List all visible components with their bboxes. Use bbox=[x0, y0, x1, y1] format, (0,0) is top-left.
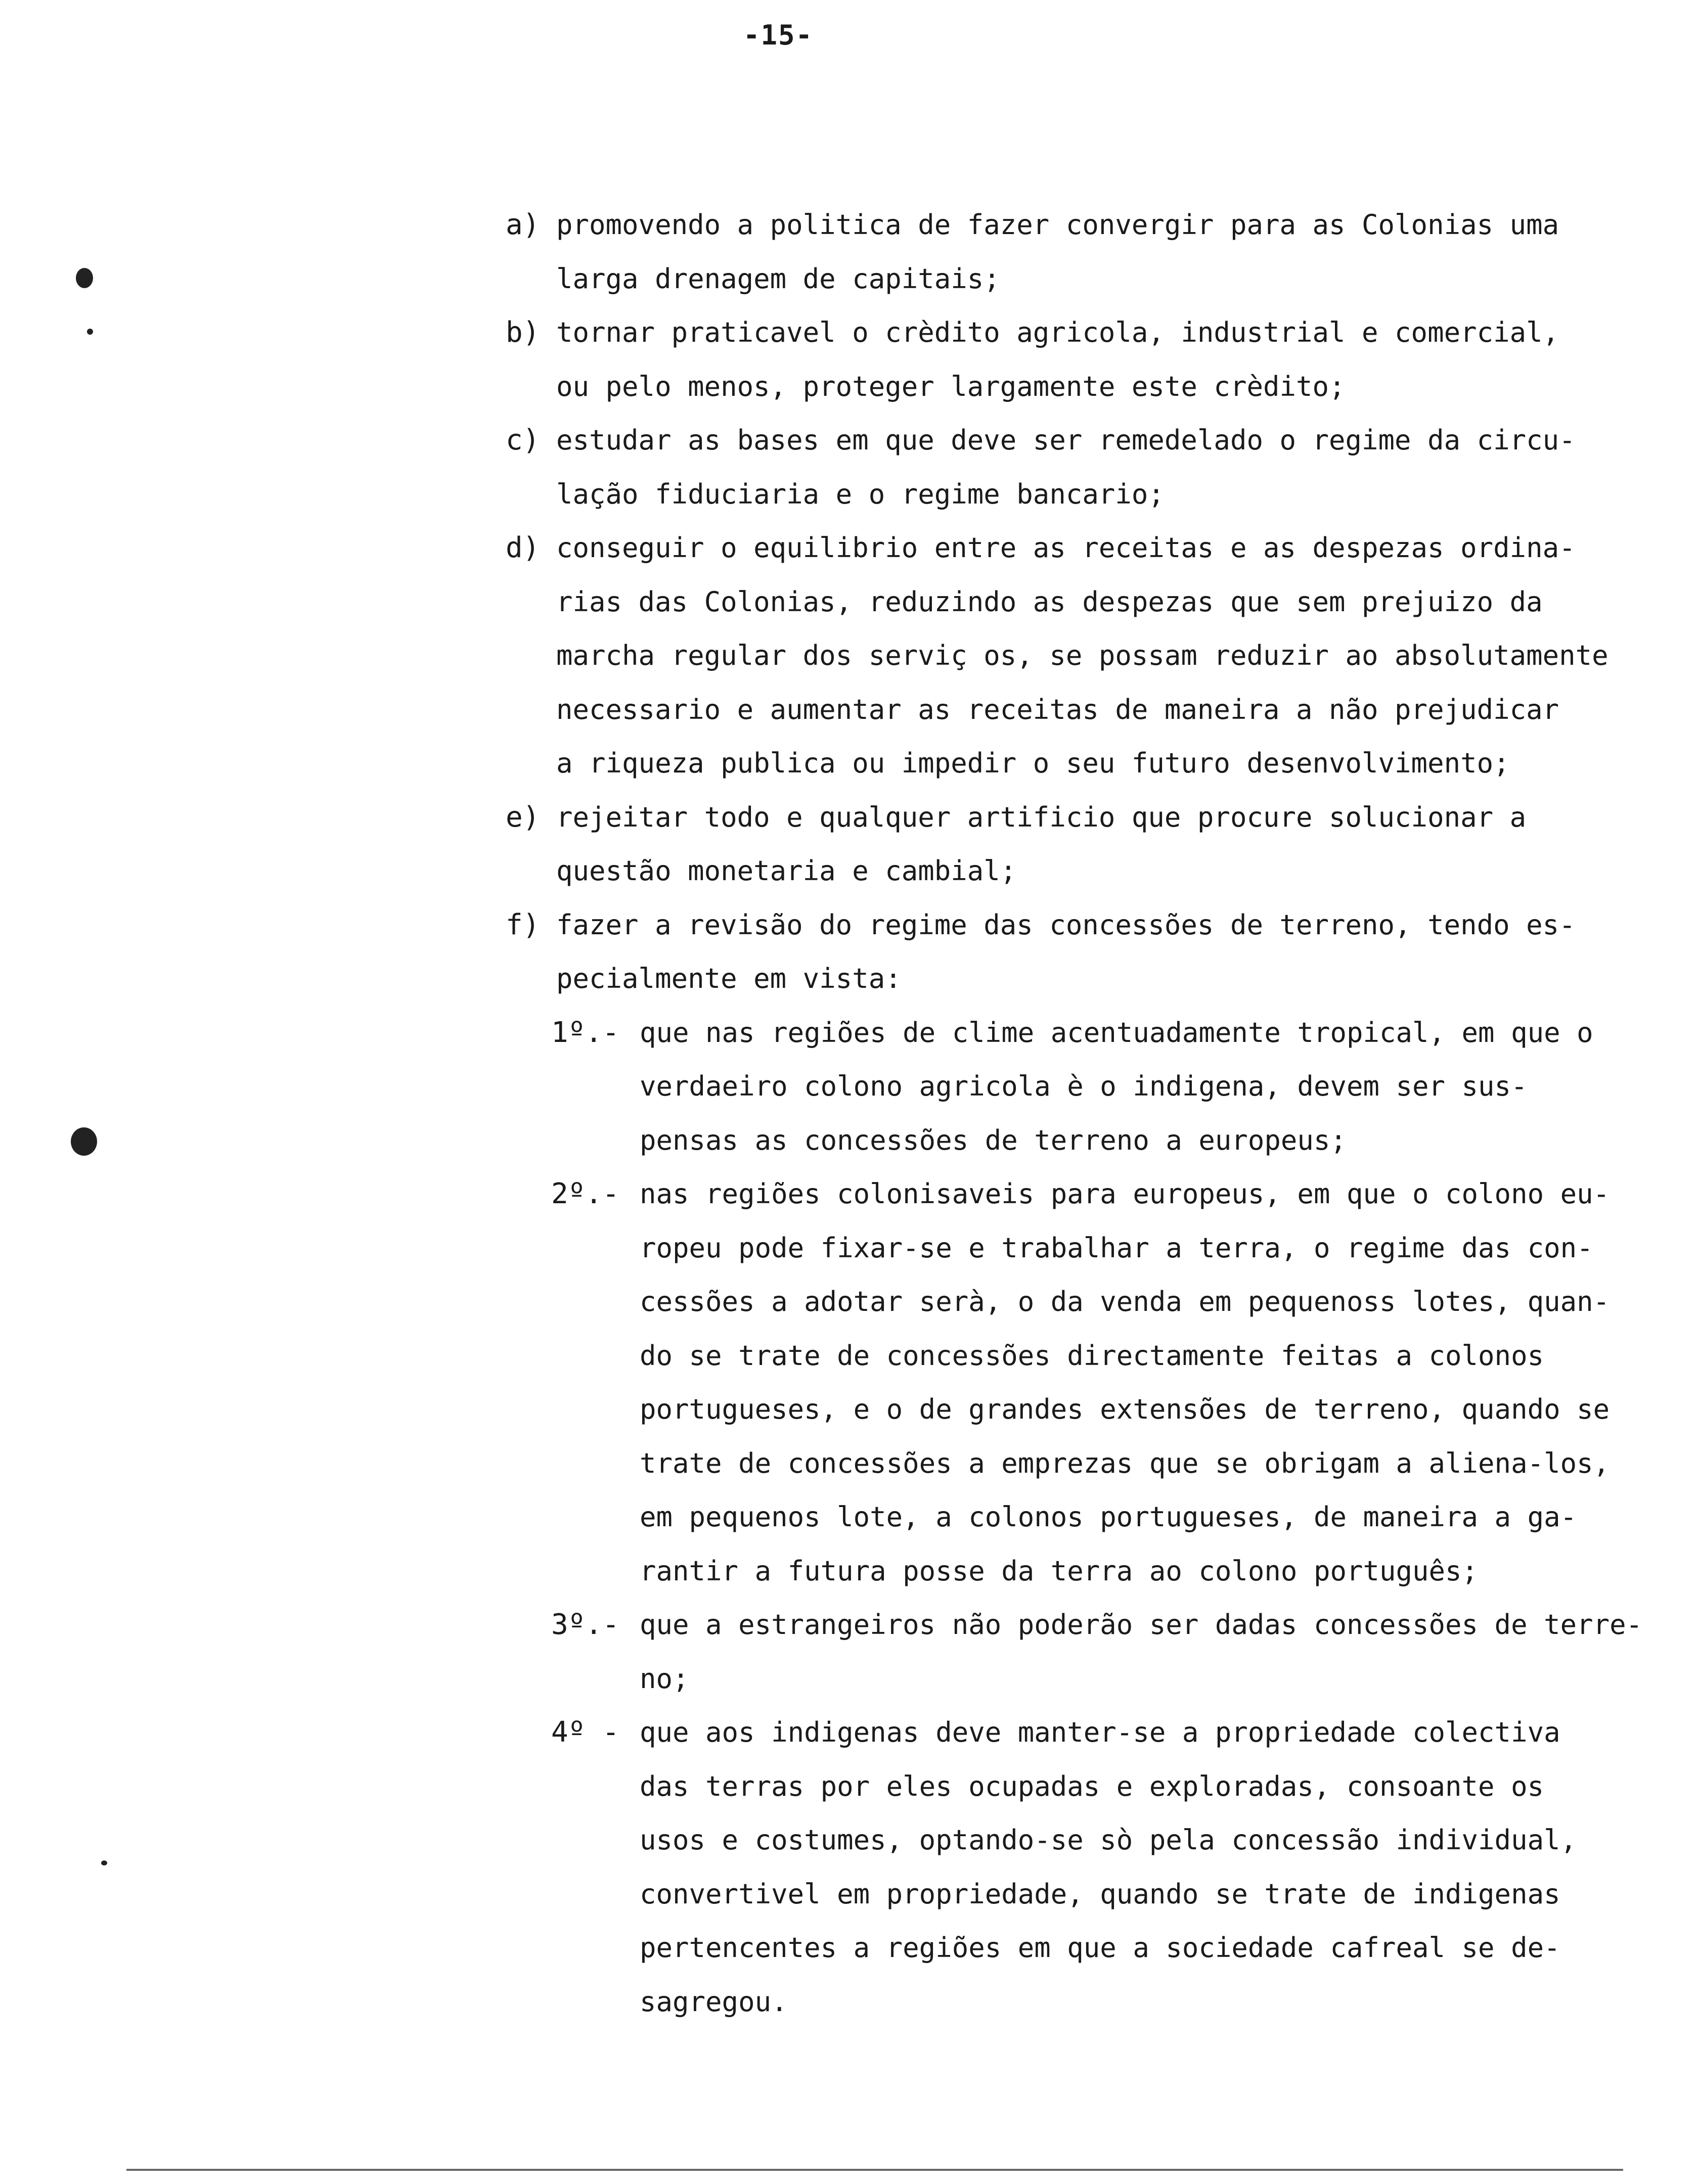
subitem-marker: 1º.- bbox=[551, 1016, 619, 1049]
item-text-line: larga drenagem de capitais; bbox=[556, 262, 1000, 295]
subitem-text-line: que nas regiões de clime acentuadamente tropical, em que o bbox=[640, 1016, 1593, 1049]
subitem-text-line: trate de concessões a emprezas que se obrigam a aliena-los, bbox=[640, 1447, 1610, 1479]
subitem-marker: 3º.- bbox=[551, 1608, 619, 1641]
item-marker: f) bbox=[506, 908, 540, 941]
subitem-text-line: portugueses, e o de grandes extensões de terreno, quando se bbox=[640, 1393, 1610, 1425]
item-text-line: marcha regular dos serviç os, se possam reduzir ao absolutamente bbox=[556, 640, 1608, 671]
subitem-text-line: que a estrangeiros não poderão ser dadas concessões de terre- bbox=[640, 1609, 1643, 1641]
subitem-text-line: pensas as concessões de terreno a europeus; bbox=[640, 1124, 1347, 1156]
subitem-text-line: cessões a adotar serà, o da venda em pequenoss lotes, quan- bbox=[640, 1286, 1610, 1317]
item-text-line: pecialmente em vista: bbox=[556, 963, 902, 994]
subitem-text-line: convertivel em propriedade, quando se trate de indigenas bbox=[640, 1878, 1560, 1910]
subitem-text-line: do se trate de concessões directamente feitas a colonos bbox=[640, 1339, 1544, 1372]
subitem-text-line: nas regiões colonisaveis para europeus, em que o colono eu- bbox=[640, 1178, 1610, 1210]
margin-speck bbox=[76, 268, 93, 288]
item-marker: e) bbox=[506, 800, 540, 834]
item-text-line: ou pelo menos, proteger largamente este crèdito; bbox=[556, 370, 1346, 402]
subitem-text-line: rantir a futura posse da terra ao colono português; bbox=[640, 1555, 1479, 1587]
subitem-text-line: em pequenos lote, a colonos portugueses, de maneira a ga- bbox=[640, 1501, 1577, 1533]
item-text-line: rias das Colonias, reduzindo as despezas que sem prejuizo da bbox=[556, 585, 1543, 618]
item-text-line: conseguir o equilibrio entre as receitas e as despezas ordina- bbox=[556, 532, 1576, 564]
item-text-line: tornar praticavel o crèdito agricola, industrial e comercial, bbox=[556, 316, 1559, 348]
subitem-text-line: sagregou. bbox=[640, 1985, 788, 2018]
item-text-line: promovendo a politica de fazer convergir para as Colonias uma bbox=[556, 209, 1559, 241]
item-text-line: rejeitar todo e qualquer artificio que procure solucionar a bbox=[556, 801, 1527, 833]
subitem-marker: 4º - bbox=[551, 1716, 619, 1749]
margin-speck bbox=[101, 1860, 107, 1866]
item-marker: c) bbox=[506, 424, 540, 457]
page-number: -15- bbox=[743, 19, 814, 51]
item-text-line: fazer a revisão do regime das concessões de terreno, tendo es- bbox=[556, 908, 1576, 941]
subitem-text-line: das terras por eles ocupadas e exploradas, consoante os bbox=[640, 1770, 1544, 1802]
item-marker: a) bbox=[506, 208, 540, 241]
subitem-text-line: usos e costumes, optando-se sò pela concessão individual, bbox=[640, 1824, 1577, 1856]
bottom-rule bbox=[126, 2169, 1623, 2171]
subitem-text-line: que aos indigenas deve manter-se a propriedade colectiva bbox=[640, 1716, 1560, 1748]
subitem-text-line: verdaeiro colono agricola è o indigena, devem ser sus- bbox=[640, 1070, 1528, 1102]
subitem-text-line: pertencentes a regiões em que a sociedade cafreal se de- bbox=[640, 1932, 1560, 1964]
item-text-line: lação fiduciaria e o regime bancario; bbox=[556, 478, 1165, 510]
item-marker: d) bbox=[506, 531, 540, 564]
item-text-line: necessario e aumentar as receitas de maneira a não prejudicar bbox=[556, 693, 1559, 725]
subitem-text-line: ropeu pode fixar-se e trabalhar a terra, o regime das con- bbox=[640, 1232, 1593, 1264]
subitem-text-line: no; bbox=[640, 1662, 689, 1695]
margin-speck bbox=[71, 1127, 97, 1156]
subitem-marker: 2º.- bbox=[551, 1177, 619, 1210]
item-text-line: questão monetaria e cambial; bbox=[556, 855, 1017, 887]
item-text-line: estudar as bases em que deve ser remedelado o regime da circu- bbox=[556, 424, 1576, 456]
item-marker: b) bbox=[506, 316, 540, 349]
item-text-line: a riqueza publica ou impedir o seu futuro desenvolvimento; bbox=[556, 747, 1510, 779]
margin-speck bbox=[87, 329, 93, 335]
